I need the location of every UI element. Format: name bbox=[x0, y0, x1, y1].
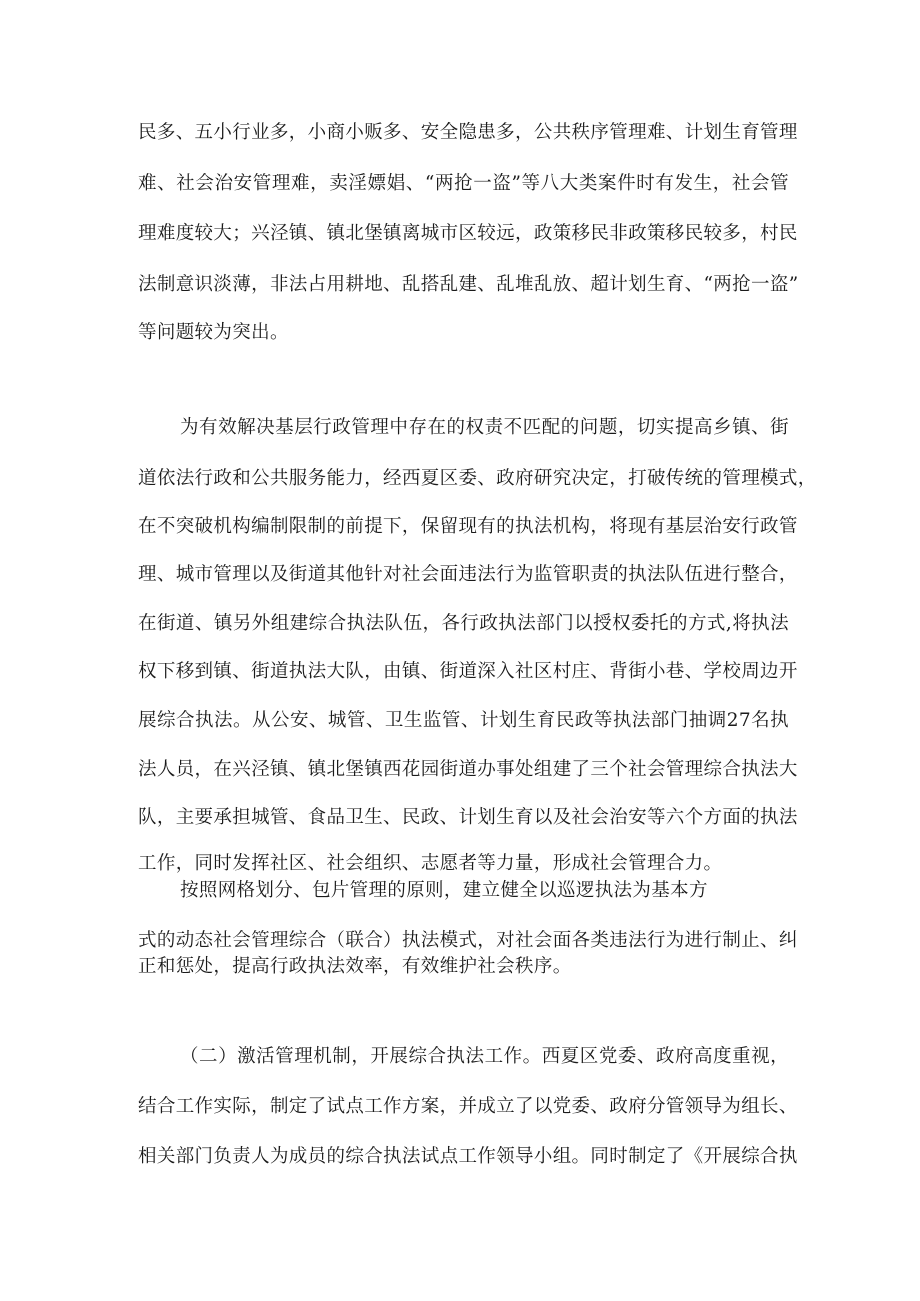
paragraph-line: 在不突破机构编制限制的前提下，保留现有的执法机构，将现有基层治安行政管 bbox=[138, 516, 798, 537]
paragraph-line: 工作，同时发挥社区、社会组织、志愿者等力量，形成社会管理合力。 bbox=[138, 853, 723, 874]
paragraph-line: 相关部门负责人为成员的综合执法试点工作领导小组。同时制定了《开展综合执 bbox=[138, 1146, 798, 1167]
paragraph-line: 展综合执法。从公安、城管、卫生监管、计划生育民政等执法部门抽调27名执 bbox=[138, 710, 789, 731]
paragraph-line: 法制意识淡薄，非法占用耕地、乱搭乱建、乱堆乱放、超计划生育、“两抢一盗” bbox=[138, 274, 799, 295]
paragraph-line: 等问题较为突出。 bbox=[138, 322, 289, 343]
paragraph-line: 民多、五小行业多，小商小贩多、安全隐患多，公共秩序管理难、计划生育管理 bbox=[138, 122, 798, 143]
paragraph-line: 队，主要承担城管、食品卫生、民政、计划生育以及社会治安等六个方面的执法 bbox=[138, 807, 798, 828]
paragraph-line: 理、城市管理以及街道其他针对社会面违法行为监管职责的执法队伍进行整合， bbox=[138, 564, 798, 585]
paragraph-line: （二）激活管理机制，开展综合执法工作。西夏区党委、政府高度重视， bbox=[180, 1046, 789, 1067]
paragraph-line: 正和惩处，提高行政执法效率，有效维护社会秩序。 bbox=[138, 956, 572, 977]
paragraph-line: 式的动态社会管理综合（联合）执法模式，对社会面各类违法行为进行制止、纠 bbox=[138, 930, 798, 951]
paragraph-line: 理难度较大；兴泾镇、镇北堡镇离城市区较远，政策移民非政策移民较多，村民 bbox=[138, 223, 798, 244]
paragraph-line: 为有效解决基层行政管理中存在的权责不匹配的问题，切实提高乡镇、街 bbox=[180, 417, 789, 438]
paragraph-line: 结合工作实际，制定了试点工作方案，并成立了以党委、政府分管领导为组长、 bbox=[138, 1096, 798, 1117]
paragraph-line: 在街道、镇另外组建综合执法队伍，各行政执法部门以授权委托的方式,将执法 bbox=[138, 613, 789, 634]
paragraph-line: 权下移到镇、街道执法大队，由镇、街道深入社区村庄、背街小巷、学校周边开 bbox=[138, 661, 798, 682]
paragraph-line: 按照网格划分、包片管理的原则，建立健全以巡逻执法为基本方 bbox=[180, 880, 708, 901]
paragraph-line: 道依法行政和公共服务能力，经西夏区委、政府研究决定，打破传统的管理模式， bbox=[138, 468, 817, 489]
paragraph-line: 法人员，在兴泾镇、镇北堡镇西花园街道办事处组建了三个社会管理综合执法大 bbox=[138, 759, 798, 780]
paragraph-line: 难、社会治安管理难，卖淫嫖娼、“两抢一盗”等八大类案件时有发生，社会管 bbox=[138, 173, 789, 194]
